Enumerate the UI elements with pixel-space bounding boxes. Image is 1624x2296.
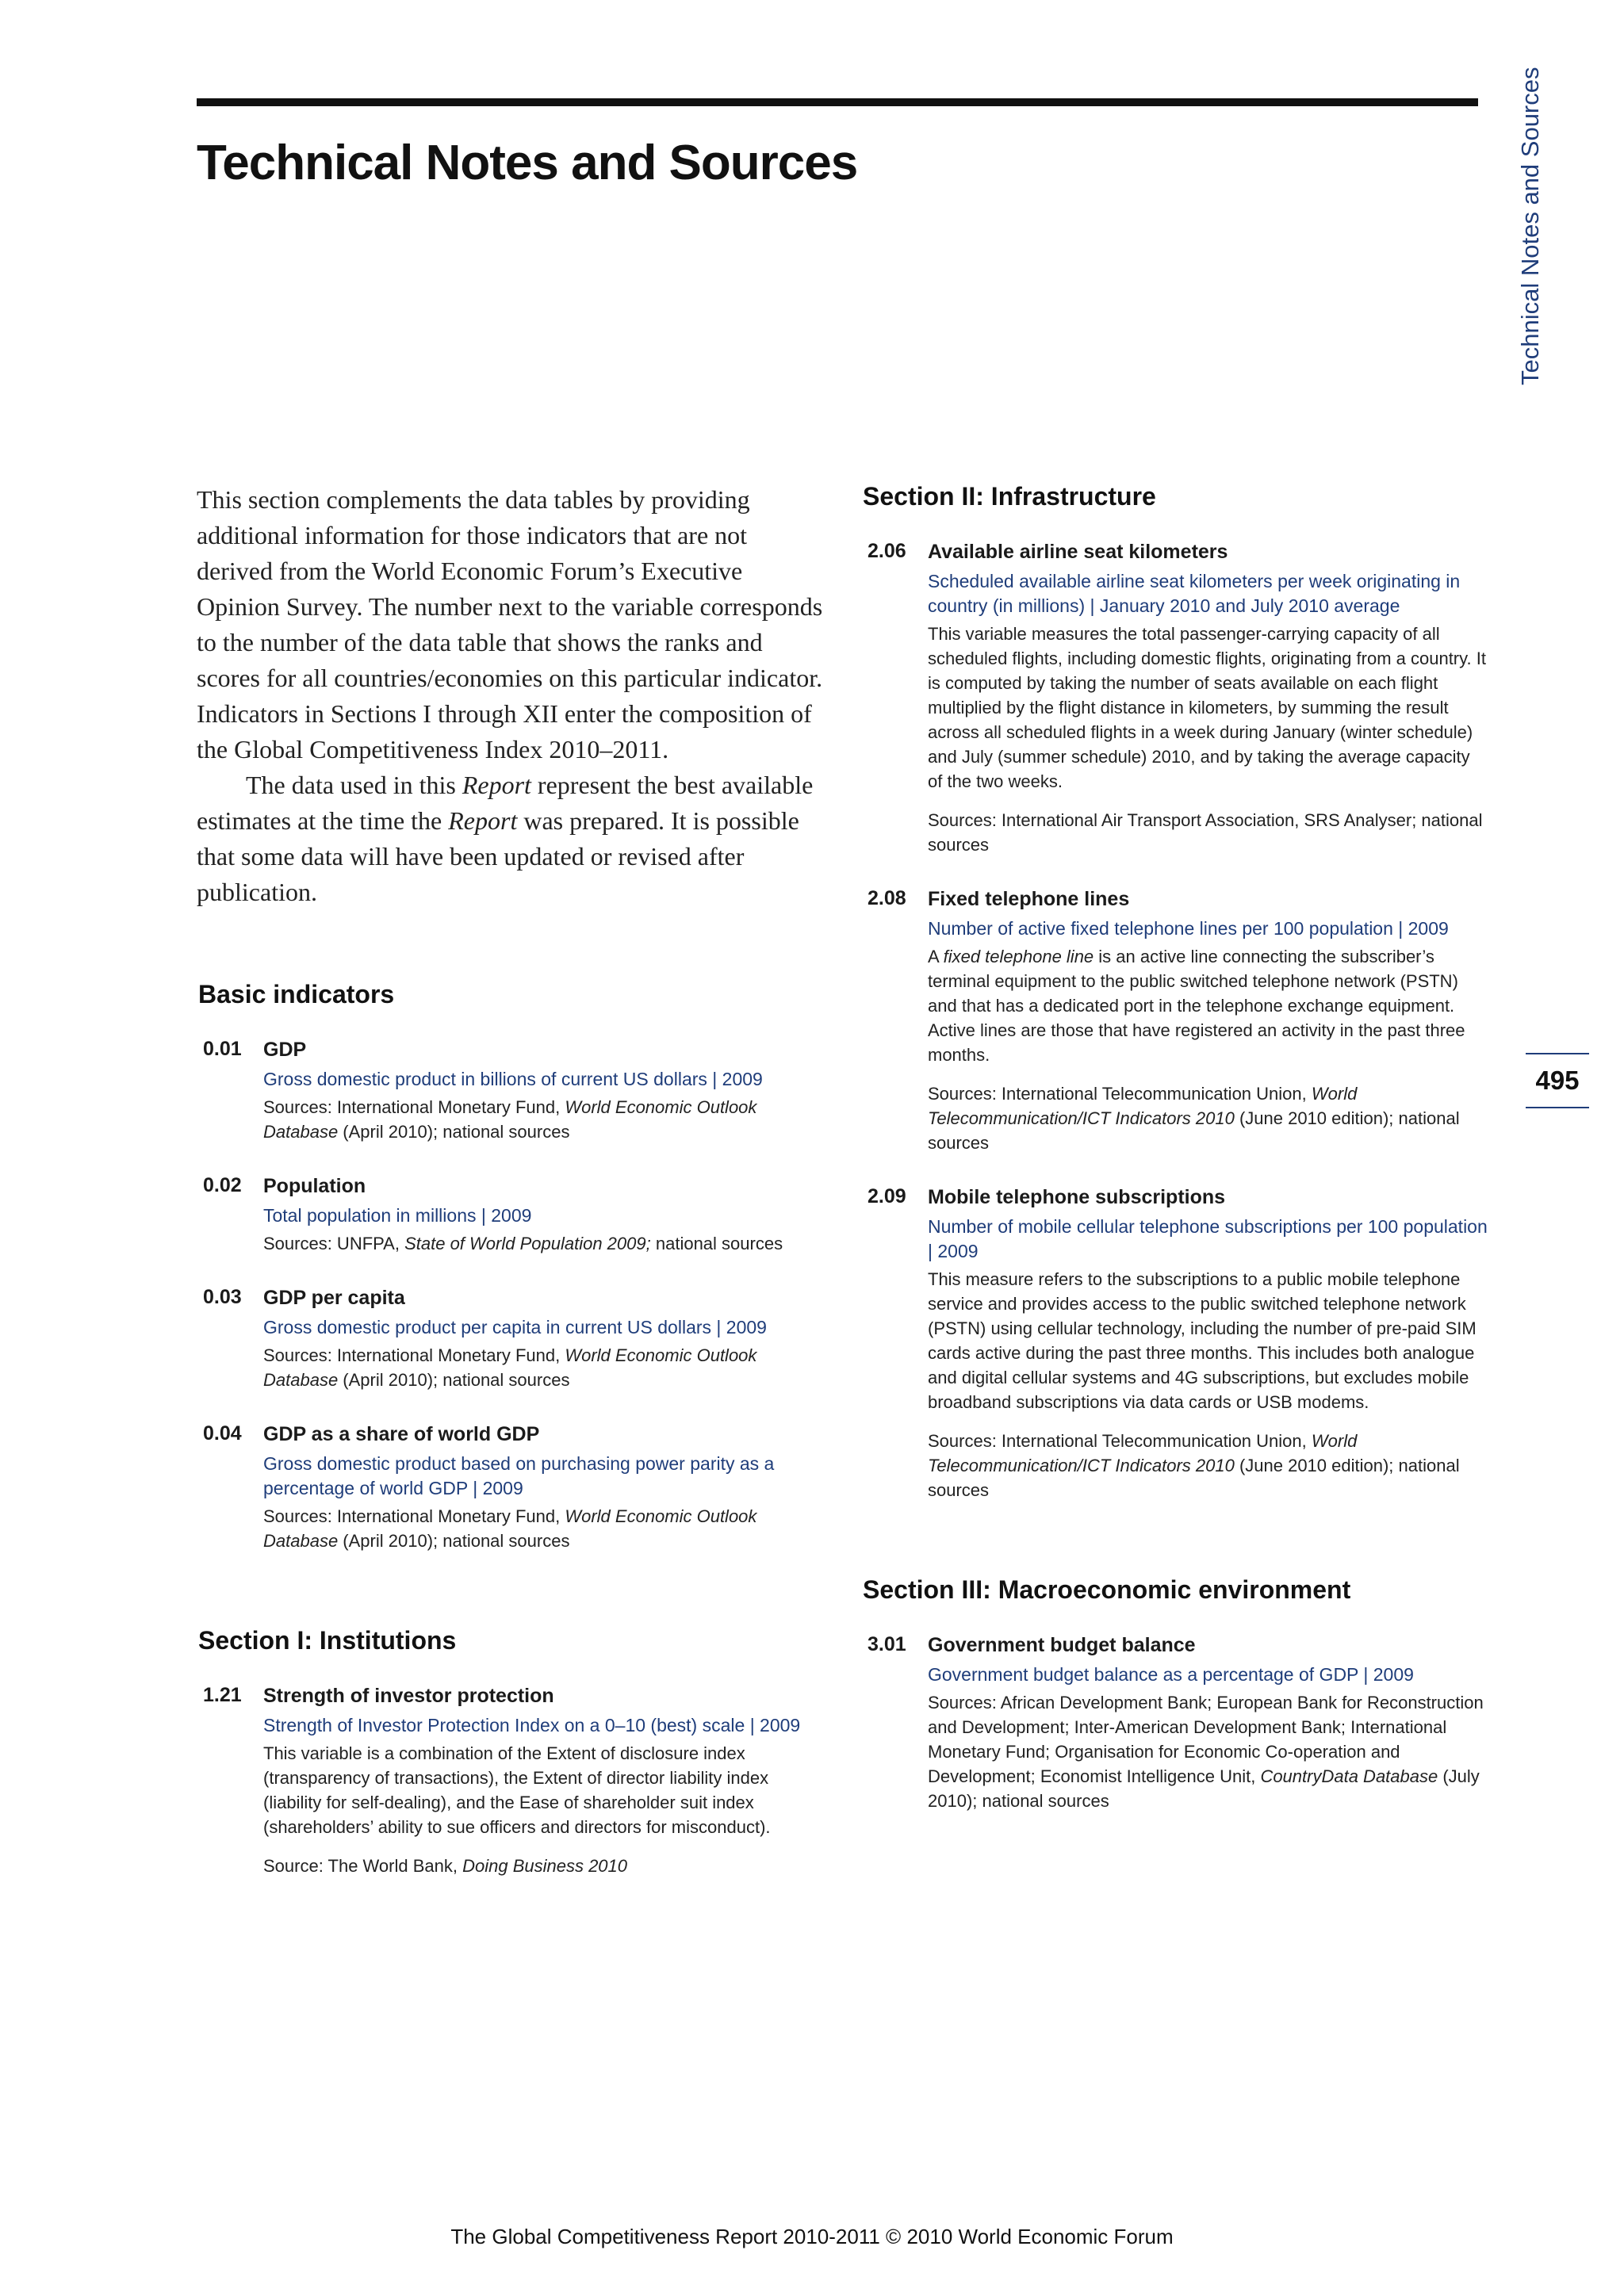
indicator-sources bbox=[263, 1343, 823, 1392]
src-text: Sources: International Monetary Fund, bbox=[263, 1345, 565, 1365]
indicator-sources bbox=[928, 1081, 1488, 1155]
src-text: Sources: African Development Bank; European Bank for Reconstruction and Development; Inter-American Development Bank; International Monetary Fund; Organisation for Economic Co-operation and Development; Economist Intelligence Unit, bbox=[928, 1693, 1484, 1786]
src-text: (July 2010); national sources bbox=[928, 1766, 1480, 1811]
indicator-name: Government budget balance bbox=[928, 1634, 1196, 1656]
src-text: (April 2010); national sources bbox=[338, 1531, 570, 1551]
indicator-entry bbox=[861, 540, 1488, 857]
left-column bbox=[197, 482, 823, 1908]
top-rule bbox=[197, 98, 1478, 106]
indicator-sources bbox=[928, 1429, 1488, 1502]
src-title: State of World Population 2009; bbox=[404, 1234, 651, 1253]
indicator-number: 1.21 bbox=[203, 1684, 242, 1706]
indicator-entry bbox=[197, 1286, 823, 1392]
intro-paragraph-1: This section complements the data tables by providing additional information for those indicators that are not derived from the World Economic Forum’s Executive Opinion Survey. The number next to the variable corresponds to the number of the data table that shows the ranks and scores for all countries/economies on this particular indicator. Indicators in Sections I through XII enter the composition of the Global Competitiveness Index 2010–2011. bbox=[197, 485, 823, 763]
indicator-definition: Government budget balance as a percentage of GDP | 2009 bbox=[928, 1664, 1414, 1685]
src-title: Doing Business 2010 bbox=[462, 1856, 628, 1876]
desc-text: A bbox=[928, 947, 944, 966]
page-number: 495 bbox=[1526, 1053, 1589, 1108]
indicator-number: 0.04 bbox=[203, 1422, 242, 1445]
indicator-name: Strength of investor protection bbox=[263, 1685, 554, 1707]
src-title: CountryData Database bbox=[1260, 1766, 1438, 1786]
indicator-entry bbox=[861, 887, 1488, 1155]
indicator-entry bbox=[197, 1174, 823, 1256]
indicator-name: Available airline seat kilometers bbox=[928, 541, 1228, 563]
src-title: World Economic Outlook Database bbox=[263, 1097, 757, 1142]
src-text: Sources: International Monetary Fund, bbox=[263, 1506, 565, 1526]
indicator-number: 0.01 bbox=[203, 1038, 242, 1060]
report-italic: Report bbox=[462, 771, 531, 799]
indicator-number: 2.08 bbox=[868, 887, 906, 909]
indicator-sources: Sources: International Air Transport Association, SRS Analyser; national sources bbox=[928, 810, 1483, 855]
indicator-entry bbox=[861, 1185, 1488, 1502]
src-text: (June 2010 edition); national sources bbox=[928, 1456, 1460, 1500]
src-text: Sources: International Telecommunication Union, bbox=[928, 1084, 1312, 1104]
indicator-name: GDP as a share of world GDP bbox=[263, 1423, 540, 1445]
indicator-name: GDP bbox=[263, 1039, 307, 1061]
indicator-definition: Total population in millions | 2009 bbox=[263, 1205, 532, 1226]
intro-text bbox=[197, 482, 823, 910]
src-text: (April 2010); national sources bbox=[338, 1122, 570, 1142]
page-title: Technical Notes and Sources bbox=[197, 136, 858, 190]
src-text: Source: The World Bank, bbox=[263, 1856, 463, 1876]
src-text: (June 2010 edition); national sources bbox=[928, 1108, 1460, 1153]
indicator-entry bbox=[861, 1633, 1488, 1813]
src-text: Sources: International Telecommunication Union, bbox=[928, 1431, 1312, 1451]
indicator-sources bbox=[928, 1690, 1488, 1813]
section-heading-institutions: Section I: Institutions bbox=[198, 1626, 457, 1655]
indicator-entry bbox=[197, 1422, 823, 1553]
indicator-name: Mobile telephone subscriptions bbox=[928, 1186, 1226, 1208]
src-text: national sources bbox=[650, 1234, 783, 1253]
indicator-description bbox=[928, 944, 1488, 1067]
src-title: World Telecommunication/ICT Indicators 2010 bbox=[928, 1084, 1358, 1128]
indicator-name: Population bbox=[263, 1175, 366, 1197]
indicator-definition: Gross domestic product based on purchasing power parity as a percentage of world GDP | 2009 bbox=[263, 1453, 775, 1498]
src-text: (April 2010); national sources bbox=[338, 1370, 570, 1390]
indicator-definition: Scheduled available airline seat kilometers per week originating in country (in millions) | January 2010 and July 2010 average bbox=[928, 571, 1461, 616]
src-title: World Telecommunication/ICT Indicators 2010 bbox=[928, 1431, 1358, 1475]
section-heading-basic: Basic indicators bbox=[198, 980, 395, 1008]
indicator-definition: Strength of Investor Protection Index on a 0–10 (best) scale | 2009 bbox=[263, 1715, 801, 1735]
indicator-sources bbox=[263, 1231, 823, 1256]
intro-text-run: was prepared. It is possible that some data will have been updated or revised after publication. bbox=[197, 806, 799, 906]
desc-text: is an active line connecting the subscriber’s terminal equipment to the public switched telephone network (PSTN) and that has a dedicated port in the telephone exchange equipment. Active lines are those that have registered an activity in the past three months. bbox=[928, 947, 1465, 1065]
src-text: Sources: International Monetary Fund, bbox=[263, 1097, 565, 1117]
src-title: World Economic Outlook Database bbox=[263, 1506, 757, 1551]
indicator-number: 2.06 bbox=[868, 540, 906, 562]
indicator-number: 0.02 bbox=[203, 1174, 242, 1196]
report-italic: Report bbox=[448, 806, 518, 835]
intro-paragraph-2 bbox=[197, 767, 823, 910]
indicator-description: This variable measures the total passenger-carrying capacity of all scheduled flights, including domestic flights, originating from a country. It is computed by taking the number of seats available on each flight multiplied by the flight distance in kilometers, by summing the result across all scheduled flights in a week during January (winter schedule) and July (summer schedule) 2010, and by taking the average capacity of the two weeks. bbox=[928, 624, 1486, 791]
indicator-definition: Gross domestic product in billions of current US dollars | 2009 bbox=[263, 1069, 763, 1089]
indicator-description: This variable is a combination of the Extent of disclosure index (transparency of transactions), the Extent of director liability index (liability for self-dealing), and the Ease of shareholder suit index (shareholders’ ability to sue officers and directors for misconduct). bbox=[263, 1743, 771, 1837]
section-heading-infrastructure: Section II: Infrastructure bbox=[863, 482, 1156, 511]
src-title: World Economic Outlook Database bbox=[263, 1345, 757, 1390]
page-footer: The Global Competitiveness Report 2010-2011 © 2010 World Economic Forum bbox=[450, 2225, 1174, 2248]
indicator-sources bbox=[263, 1854, 823, 1878]
indicator-name: GDP per capita bbox=[263, 1287, 405, 1309]
indicator-number: 3.01 bbox=[868, 1633, 906, 1655]
side-tab-label: Technical Notes and Sources bbox=[1516, 67, 1544, 385]
src-text: Sources: UNFPA, bbox=[263, 1234, 405, 1253]
indicator-definition: Gross domestic product per capita in current US dollars | 2009 bbox=[263, 1317, 767, 1337]
indicator-entry bbox=[197, 1038, 823, 1144]
indicator-definition: Number of mobile cellular telephone subscriptions per 100 population | 2009 bbox=[928, 1216, 1488, 1261]
indicator-definition: Number of active fixed telephone lines per 100 population | 2009 bbox=[928, 918, 1449, 939]
section-heading-macroeconomic: Section III: Macroeconomic environment bbox=[863, 1575, 1351, 1604]
intro-text-run: represent the best available estimates at the time the bbox=[197, 771, 814, 835]
right-column bbox=[861, 482, 1488, 1843]
intro-text-run: The data used in this bbox=[246, 771, 462, 799]
desc-term: fixed telephone line bbox=[943, 947, 1094, 966]
indicator-number: 0.03 bbox=[203, 1286, 242, 1308]
indicator-entry bbox=[197, 1684, 823, 1878]
indicator-sources bbox=[263, 1095, 823, 1144]
indicator-sources bbox=[263, 1504, 823, 1553]
indicator-name: Fixed telephone lines bbox=[928, 888, 1130, 910]
indicator-description: This measure refers to the subscriptions to a public mobile telephone service and provides access to the public switched telephone network (PSTN) using cellular technology, including the number of pre-paid SIM cards active during the past three months. This includes both analogue and digital cellular systems and 4G subscriptions, but excludes mobile broadband subscriptions via data cards or USB modems. bbox=[928, 1269, 1477, 1412]
indicator-number: 2.09 bbox=[868, 1185, 906, 1207]
